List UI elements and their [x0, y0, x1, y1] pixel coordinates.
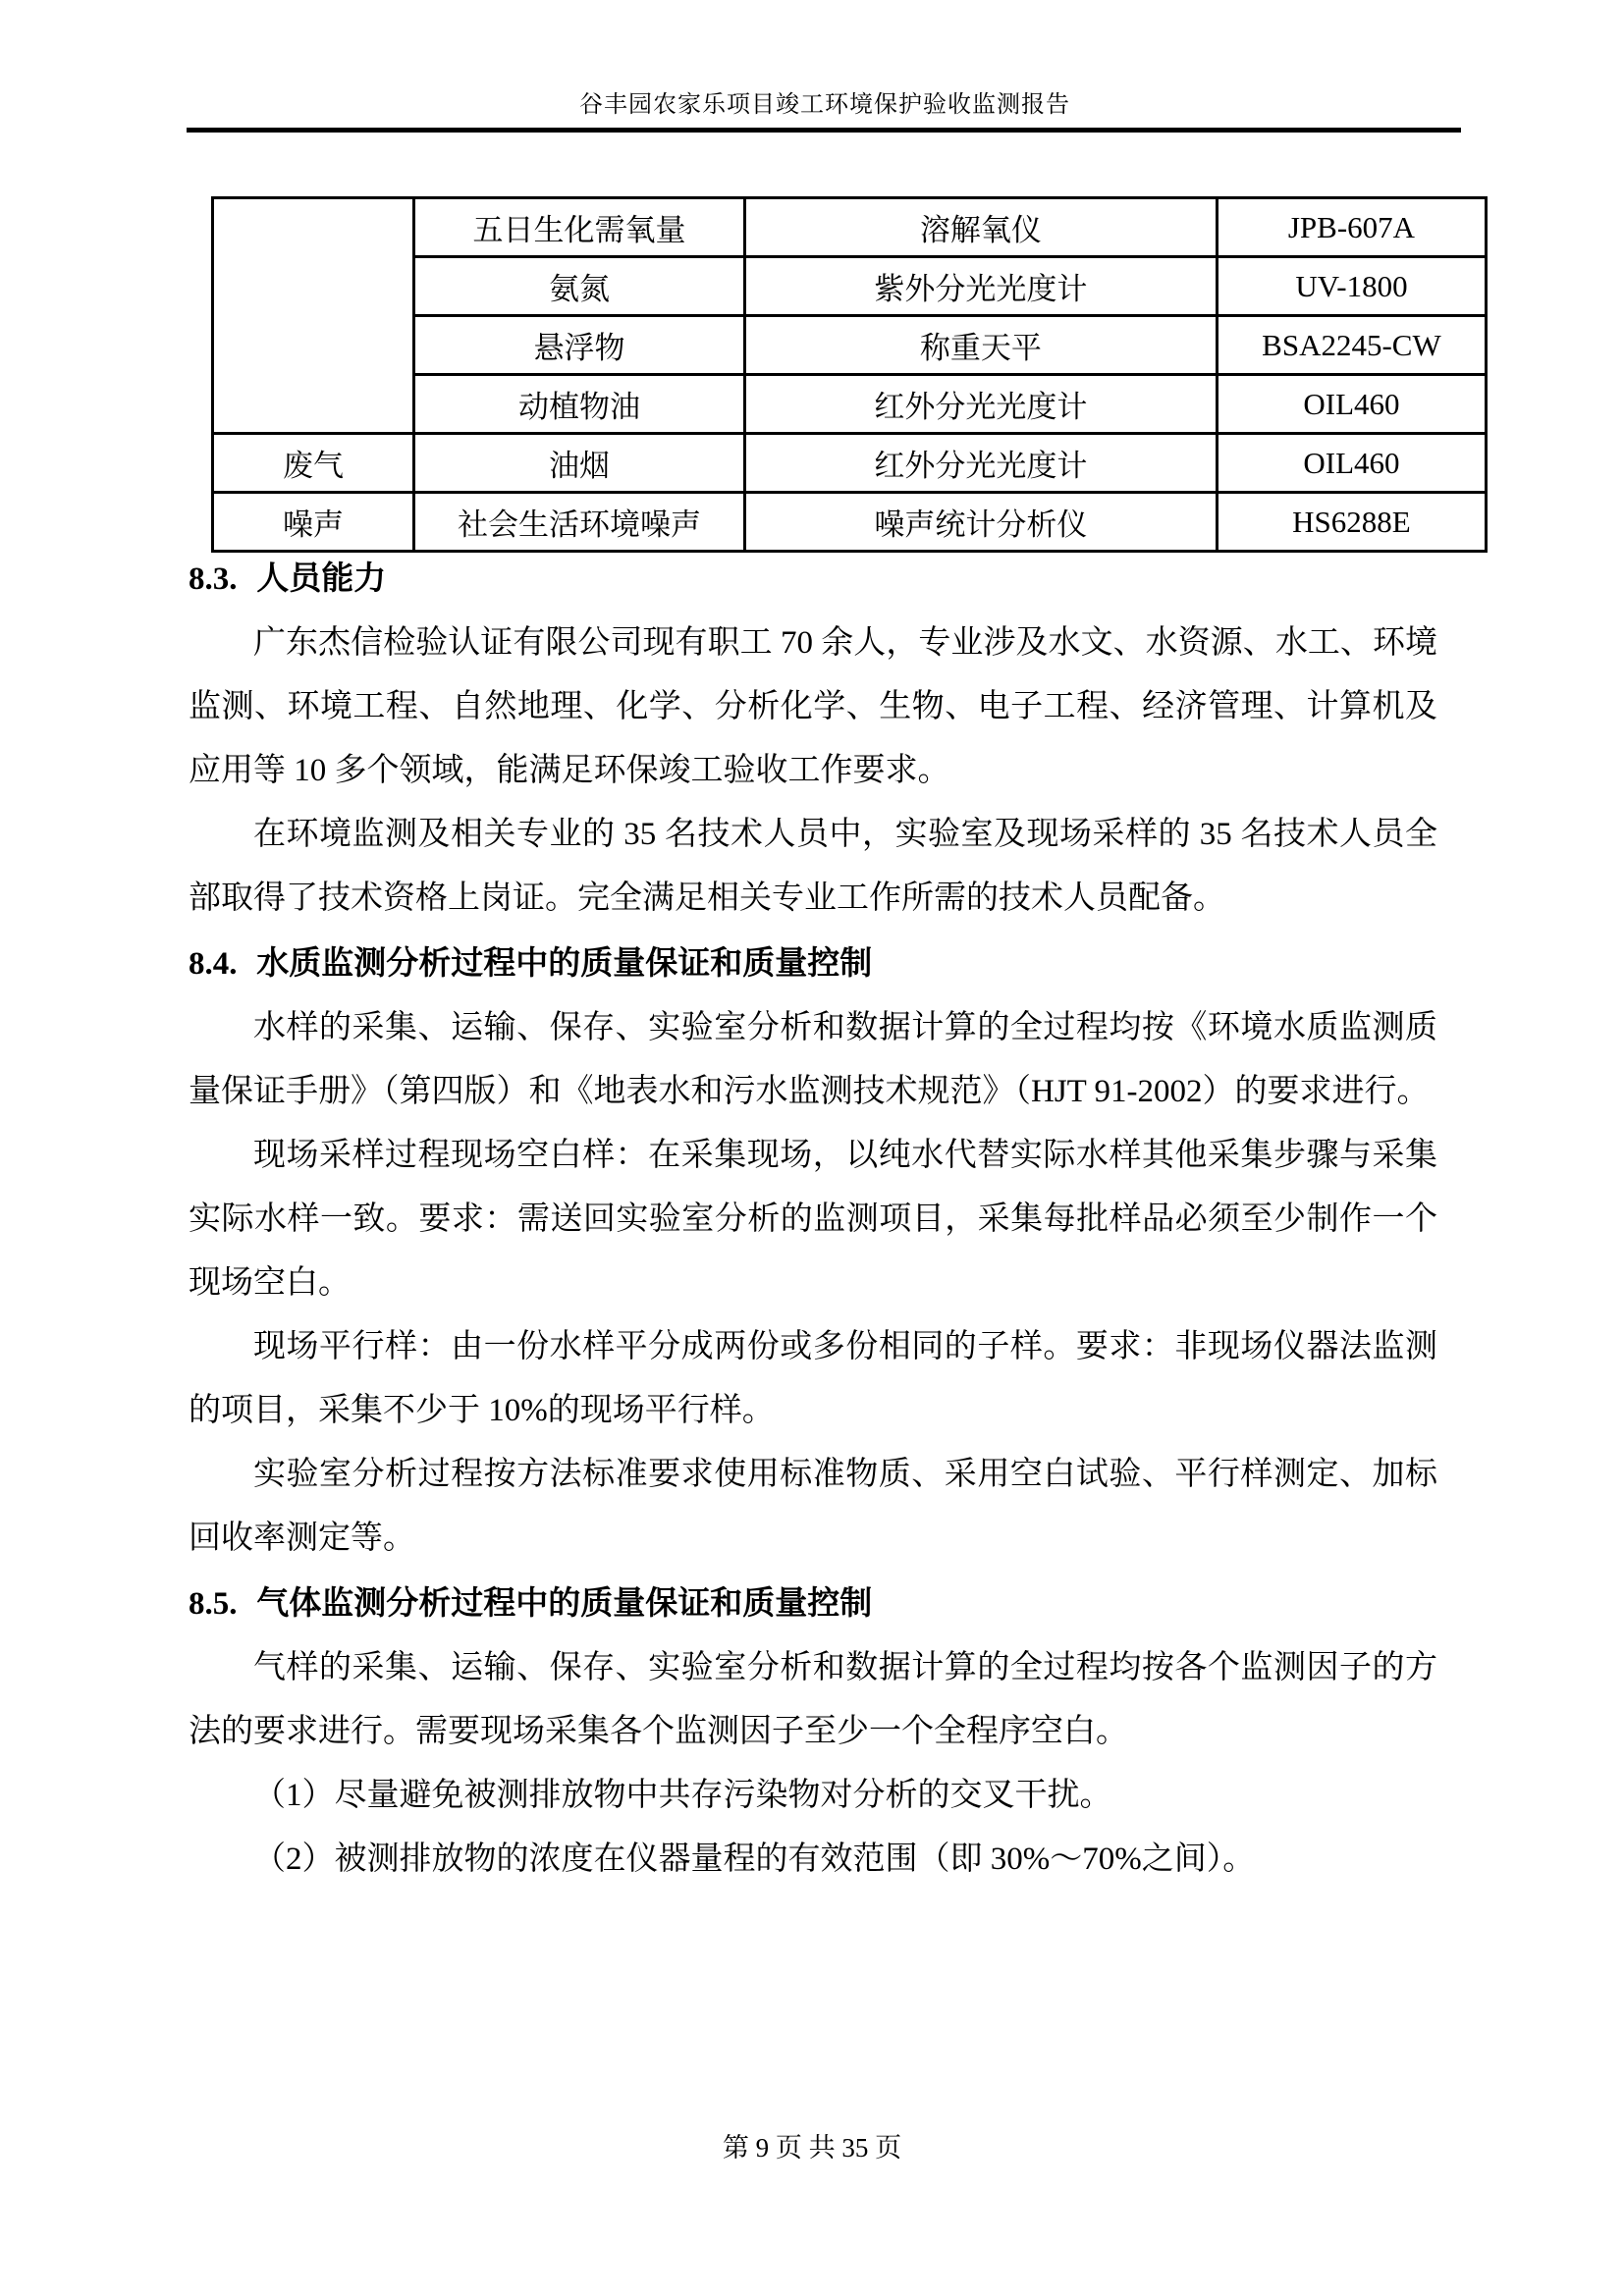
cell-parameter: 五日生化需氧量: [414, 198, 745, 257]
paragraph: 现场平行样：由一份水样平分成两份或多份相同的子样。要求：非现场仪器法监测的项目，采集不少于 10%的现场平行样。: [189, 1329, 1437, 1428]
table-row: [213, 493, 1487, 552]
table-row: [213, 434, 1487, 493]
cell-model: HS6288E: [1217, 493, 1486, 552]
section-number: 8.3.: [189, 561, 238, 597]
paragraph: 实验室分析过程按方法标准要求使用标准物质、采用空白试验、平行样测定、加标回收率测定等。: [189, 1457, 1437, 1556]
page-header: [187, 83, 1463, 127]
cell-parameter: 氨氮: [414, 257, 745, 316]
section-number: 8.4.: [189, 946, 238, 982]
paragraph: （2）被测排放物的浓度在仪器量程的有效范围（即 30%～70%之间）。: [253, 1842, 1256, 1877]
cell-instrument: 红外分光光度计: [744, 434, 1217, 493]
table-row: [213, 198, 1487, 257]
paragraph: 水样的采集、运输、保存、实验室分析和数据计算的全过程均按《环境水质监测质量保证手册》（第四版）和《地表水和污水监测技术规范》（HJT 91-2002）的要求进行。: [189, 1010, 1437, 1109]
section-heading-8-5: [189, 1571, 1437, 1636]
cell-parameter: 社会生活环境噪声: [414, 493, 745, 552]
paragraph: 气样的采集、运输、保存、实验室分析和数据计算的全过程均按各个监测因子的方法的要求进行。需要现场采集各个监测因子至少一个全程序空白。: [189, 1650, 1437, 1749]
cell-category-merged: [213, 198, 414, 434]
section-heading-8-3: [189, 546, 1437, 612]
cell-parameter: 动植物油: [414, 375, 745, 434]
section-heading-8-4: [189, 931, 1437, 996]
cell-model: JPB-607A: [1217, 198, 1486, 257]
page-number: 第 9 页 共 35 页: [722, 2133, 902, 2163]
cell-category: 废气: [213, 434, 414, 493]
paragraph: （1）尽量避免被测排放物中共存污染物对分析的交叉干扰。: [253, 1778, 1112, 1813]
cell-parameter: 悬浮物: [414, 316, 745, 375]
paragraph: 在环境监测及相关专业的 35 名技术人员中，实验室及现场采样的 35 名技术人员全部取得了技术资格上岗证。完全满足相关专业工作所需的技术人员配备。: [189, 817, 1437, 916]
section-title: 水质监测分析过程中的质量保证和质量控制: [256, 944, 873, 981]
section-title: 气体监测分析过程中的质量保证和质量控制: [256, 1584, 873, 1621]
instruments-table: [211, 196, 1488, 553]
header-rule: [187, 128, 1461, 133]
cell-instrument: 噪声统计分析仪: [744, 493, 1217, 552]
cell-parameter: 油烟: [414, 434, 745, 493]
cell-model: OIL460: [1217, 375, 1486, 434]
cell-model: UV-1800: [1217, 257, 1486, 316]
cell-instrument: 称重天平: [744, 316, 1217, 375]
section-title: 人员能力: [256, 560, 387, 596]
report-title: 谷丰园农家乐项目竣工环境保护验收监测报告: [579, 92, 1070, 118]
section-number: 8.5.: [189, 1586, 238, 1622]
cell-instrument: 紫外分光光度计: [744, 257, 1217, 316]
paragraph: 现场采样过程现场空白样：在采集现场，以纯水代替实际水样其他采集步骤与采集实际水样一致。要求：需送回实验室分析的监测项目，采集每批样品必须至少制作一个现场空白。: [189, 1138, 1437, 1301]
page-footer: [0, 2128, 1624, 2167]
cell-category: 噪声: [213, 493, 414, 552]
cell-model: OIL460: [1217, 434, 1486, 493]
cell-model: BSA2245-CW: [1217, 316, 1486, 375]
paragraph: 广东杰信检验认证有限公司现有职工 70 余人，专业涉及水文、水资源、水工、环境监测、环境工程、自然地理、化学、分析化学、生物、电子工程、经济管理、计算机及应用等 10 多个领域，能满足环保竣工验收工作要求。: [189, 625, 1437, 788]
cell-instrument: 溶解氧仪: [744, 198, 1217, 257]
document-body: [189, 546, 1437, 1892]
cell-instrument: 红外分光光度计: [744, 375, 1217, 434]
